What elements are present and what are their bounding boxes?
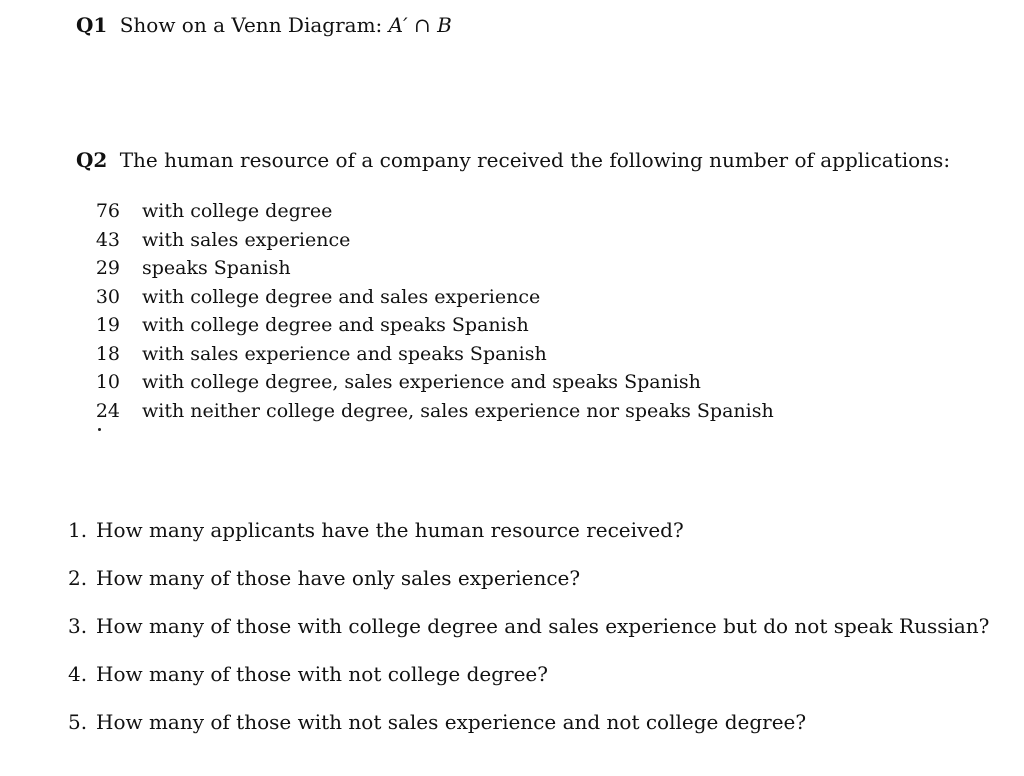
sub-question-text: How many of those with not sales experience and not college degree? <box>96 710 807 734</box>
count-description: with neither college degree, sales experience nor speaks Spanish <box>142 399 774 422</box>
set-a: A <box>388 13 404 37</box>
question-2-label: Q2 <box>76 148 108 172</box>
count-value: 76 <box>95 200 120 222</box>
count-description: speaks Spanish <box>142 257 291 279</box>
list-item <box>88 311 774 340</box>
sub-question-number: 5. <box>68 710 88 734</box>
complement-mark: ′ <box>403 13 408 37</box>
sub-question <box>68 708 989 756</box>
count-value: 18 <box>95 342 120 365</box>
sub-question-text: How many of those with not college degree? <box>96 662 548 686</box>
list-item <box>88 226 774 255</box>
sub-question-number: 2. <box>68 566 88 590</box>
list-item <box>88 283 774 312</box>
count-value: 19 <box>95 314 120 336</box>
count-description: with college degree, sales experience and speaks Spanish <box>142 371 701 393</box>
count-description: with sales experience and speaks Spanish <box>142 342 547 365</box>
set-expression <box>389 13 452 37</box>
question-1-text: Show on a Venn Diagram: <box>119 13 383 37</box>
sub-question-number: 3. <box>68 614 88 638</box>
question-1-label: Q1 <box>76 13 108 37</box>
sub-question-number: 1. <box>68 518 88 542</box>
list-item <box>88 368 774 397</box>
applications-list <box>88 197 774 425</box>
sub-questions-list <box>68 516 989 756</box>
count-description: with college degree and sales experience <box>142 285 541 308</box>
sub-question <box>68 660 989 708</box>
question-2-text: The human resource of a company received the following number of applications: <box>119 148 951 172</box>
question-2 <box>76 147 950 173</box>
count-description: with college degree and speaks Spanish <box>142 314 529 336</box>
intersection-symbol: ∩ <box>407 13 438 37</box>
count-value: 43 <box>95 228 120 251</box>
stray-dot <box>98 428 101 431</box>
count-description: with college degree <box>142 200 333 222</box>
sub-question-number: 4. <box>68 662 88 686</box>
list-item <box>88 197 774 226</box>
set-b: B <box>437 13 452 37</box>
count-value: 29 <box>95 257 120 279</box>
count-value: 10 <box>95 371 120 393</box>
sub-question <box>68 516 989 564</box>
sub-question-text: How many of those with college degree and sales experience but do not speak Russian? <box>96 614 990 638</box>
list-item <box>88 397 774 426</box>
question-1 <box>76 12 452 38</box>
count-description: with sales experience <box>142 228 351 251</box>
sub-question-text: How many of those have only sales experience? <box>96 566 581 590</box>
sub-question <box>68 564 989 612</box>
count-value: 24 <box>95 399 120 422</box>
sub-question-text: How many applicants have the human resource received? <box>96 518 684 542</box>
list-item <box>88 340 774 369</box>
list-item <box>88 254 774 283</box>
sub-question <box>68 612 989 660</box>
count-value: 30 <box>95 285 120 308</box>
